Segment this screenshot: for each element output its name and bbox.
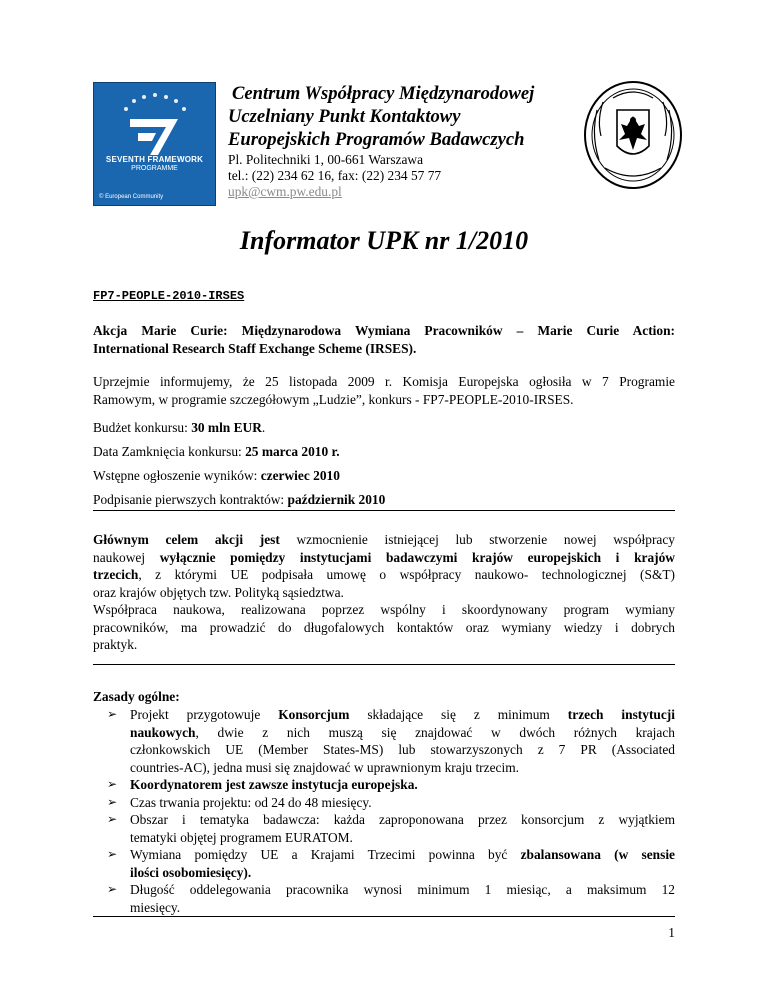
goal-text-3: , z którymi UE podpisała umowę o współpracy naukowo- technologicznej (S&T) bbox=[138, 567, 675, 582]
fp7-logo-copyright: © European Community bbox=[99, 194, 164, 200]
goal-line-6: pracowników, ma prowadzić do długofalowych kontaktów oraz wymiany wiedzy i dobrych bbox=[93, 619, 675, 635]
list-item bbox=[93, 811, 675, 846]
goal-line-7: praktyk. bbox=[93, 637, 138, 652]
rule1-text-e: countries-AC), jedna musi się znajdować w uprawnionym kraju trzecim. bbox=[130, 759, 519, 775]
header-phone: tel.: (22) 234 62 16, fax: (22) 234 57 77 bbox=[228, 168, 442, 183]
section-code: FP7-PEOPLE-2010-IRSES bbox=[93, 289, 245, 303]
rule5-bold-2: ilości osobomiesięcy). bbox=[130, 864, 252, 880]
goal-line-4: oraz krajów objętych tzw. Polityką sąsiedztwa. bbox=[93, 584, 344, 600]
page-title: Informator UPK nr 1/2010 bbox=[239, 226, 529, 255]
budget-label: Budżet konkursu: bbox=[93, 420, 192, 435]
fp7-logo-text-2: PROGRAMME bbox=[131, 165, 178, 172]
list-item bbox=[93, 794, 675, 812]
rules-heading: Zasady ogólne: bbox=[93, 689, 180, 704]
goal-line-5: Współpraca naukowa, realizowana poprzez wspólny i skoordynowany program wymiany bbox=[93, 602, 675, 617]
rule2-text: Koordynatorem jest zawsze instytucja europejska. bbox=[130, 777, 418, 792]
rule6-text-a: Długość oddelegowania pracownika wynosi minimum 1 miesiąc, a maksimum 12 bbox=[130, 882, 675, 897]
goal-bold-1: Głównym celem akcji jest bbox=[93, 532, 280, 547]
divider bbox=[93, 510, 675, 511]
page-number: 1 bbox=[668, 925, 675, 940]
rule5-text-a: Wymiana pomiędzy UE a Krajami Trzecimi powinna być bbox=[130, 847, 521, 862]
rule1-text-d: członkowskich UE (Member States-MS) lub stowarzyszonych z 7 PR (Associated bbox=[130, 742, 675, 757]
rule5-bold-1: zbalansowana (w sensie bbox=[520, 847, 675, 862]
goal-line-3 bbox=[93, 566, 675, 584]
rule1-bold-1: Konsorcjum bbox=[278, 707, 350, 722]
intro-line-1: Uprzejmie informujemy, że 25 listopada 2009 r. Komisja Europejska ogłosiła w 7 Programie bbox=[93, 374, 675, 389]
main-goal-paragraph bbox=[93, 531, 675, 654]
university-seal-icon bbox=[583, 80, 683, 190]
intro-paragraph bbox=[93, 373, 675, 409]
rules-list bbox=[93, 706, 675, 916]
goal-line-1 bbox=[93, 531, 675, 549]
list-item bbox=[93, 776, 675, 794]
arrow-bullet-icon: ➢ bbox=[107, 812, 118, 826]
arrow-bullet-icon: ➢ bbox=[107, 777, 118, 791]
rule4-text-b: tematyki objętej programem EURATOM. bbox=[130, 829, 353, 845]
divider bbox=[93, 664, 675, 665]
action-line-2: International Research Staff Exchange Scheme (IRSES). bbox=[93, 341, 417, 356]
fp7-logo-text-1: SEVENTH FRAMEWORK bbox=[105, 155, 204, 164]
intro-line-2: Ramowym, w programie szczegółowym „Ludzie”, konkurs - FP7-PEOPLE-2010-IRSES. bbox=[93, 392, 574, 407]
list-item bbox=[93, 881, 675, 916]
results-label: Wstępne ogłoszenie wyników: bbox=[93, 468, 261, 483]
deadline-label: Data Zamknięcia konkursu: bbox=[93, 444, 246, 459]
arrow-bullet-icon: ➢ bbox=[107, 882, 118, 896]
rule1-bold-3: naukowych bbox=[130, 724, 196, 740]
rule1-text-a: Projekt przygotowuje bbox=[130, 707, 279, 722]
header-email-link[interactable]: upk@cwm.pw.edu.pl bbox=[228, 184, 342, 199]
results-row bbox=[93, 467, 340, 485]
header-address: Pl. Politechniki 1, 00-661 Warszawa bbox=[228, 152, 424, 167]
header-title-line-1: Centrum Współpracy Międzynarodowej bbox=[232, 83, 535, 104]
footer-divider bbox=[93, 916, 675, 917]
arrow-bullet-icon: ➢ bbox=[107, 847, 118, 861]
header-title-line-2: Uczelniany Punkt Kontaktowy bbox=[228, 106, 461, 127]
action-title bbox=[93, 322, 675, 358]
goal-text-1: wzmocnienie istniejącej lub stworzenie nowej współpracy bbox=[279, 532, 675, 547]
rule1-text-b: składające się z minimum bbox=[349, 707, 568, 722]
header-title-line-3: Europejskich Programów Badawczych bbox=[228, 129, 525, 150]
rule1-text-c: , dwie z nich muszą się znajdować w dwóch różnych krajach bbox=[195, 724, 675, 740]
fp7-logo bbox=[93, 82, 216, 206]
fp7-emblem-icon bbox=[100, 89, 209, 187]
budget-suffix: . bbox=[261, 420, 266, 435]
rule3-text: Czas trwania projektu: od 24 do 48 miesięcy. bbox=[130, 794, 372, 810]
deadline-value: 25 marca 2010 r. bbox=[245, 444, 340, 459]
budget-row bbox=[93, 419, 265, 437]
action-line-1: Akcja Marie Curie: Międzynarodowa Wymiana Pracowników – Marie Curie Action: bbox=[93, 323, 675, 338]
results-value: czerwiec 2010 bbox=[260, 468, 340, 483]
arrow-bullet-icon: ➢ bbox=[107, 707, 118, 721]
goal-line-2 bbox=[93, 549, 675, 567]
contracts-label: Podpisanie pierwszych kontraktów: bbox=[93, 492, 288, 507]
goal-bold-2: wyłącznie pomiędzy instytucjami badawczymi krajów europejskich i krajów bbox=[159, 549, 675, 565]
arrow-bullet-icon: ➢ bbox=[107, 794, 118, 809]
deadline-row bbox=[93, 443, 340, 461]
list-item bbox=[93, 846, 675, 881]
contracts-value: październik 2010 bbox=[287, 492, 386, 507]
list-item bbox=[93, 706, 675, 776]
rule6-text-b: miesięcy. bbox=[130, 899, 181, 915]
contracts-row bbox=[93, 491, 385, 509]
goal-bold-3: trzecich bbox=[93, 567, 139, 582]
goal-text-2: naukowej bbox=[93, 549, 160, 565]
rule1-bold-2: trzech instytucji bbox=[567, 707, 675, 722]
budget-value: 30 mln EUR bbox=[191, 420, 262, 435]
rule4-text-a: Obszar i tematyka badawcza: każda zaproponowana przez konsorcjum z wyjątkiem bbox=[130, 812, 675, 827]
